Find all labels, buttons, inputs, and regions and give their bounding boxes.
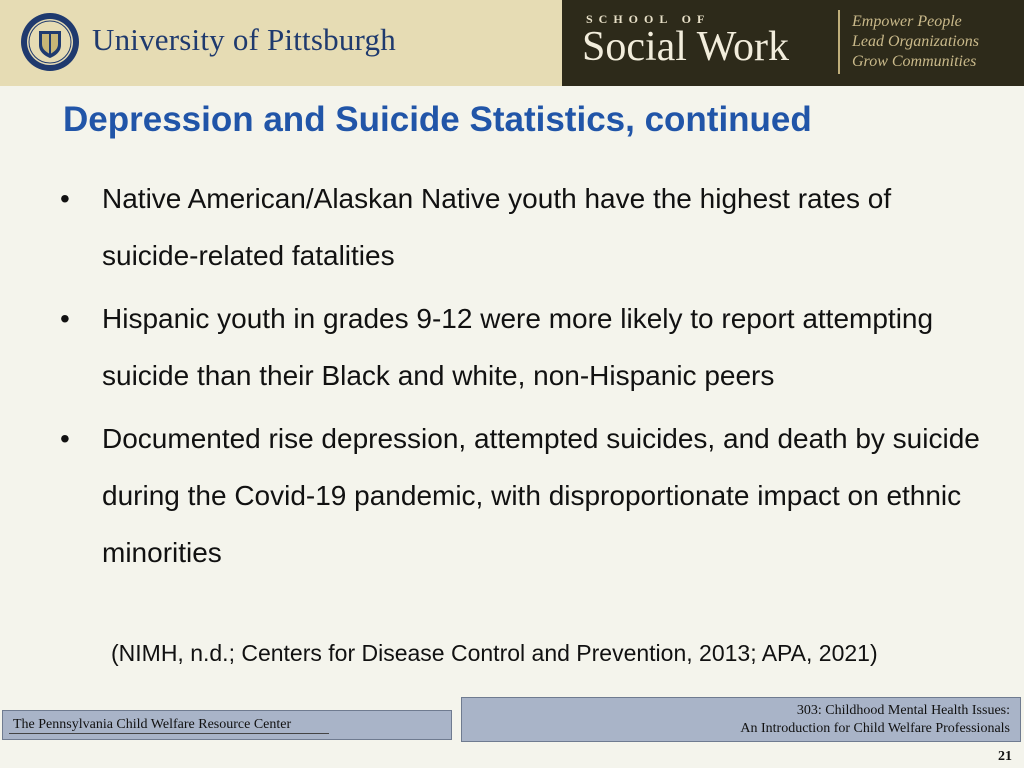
footer-course-line-2: An Introduction for Child Welfare Professionals [740, 721, 1010, 736]
bullet-item [60, 290, 980, 404]
bullet-icon: • [60, 303, 70, 334]
page-number: 21 [998, 749, 1012, 764]
school-of-label: SCHOOL OF [586, 12, 711, 26]
university-seal-icon [20, 11, 80, 73]
footer-course-box [461, 697, 1021, 742]
pitt-logo-area [0, 0, 562, 86]
bullet-item [60, 170, 980, 284]
logo-divider [838, 10, 840, 74]
footer-organization: The Pennsylvania Child Welfare Resource Center [13, 717, 292, 732]
bullet-item [60, 410, 980, 581]
bullet-text: Hispanic youth in grades 9-12 were more likely to report attempting suicide than their Black and white, non-Hispanic peers [102, 303, 934, 391]
bullet-list [60, 170, 980, 587]
social-work-label: Social Work [582, 24, 789, 70]
footer-underline [9, 733, 329, 734]
bullet-icon: • [60, 183, 70, 214]
tagline-line-1: Empower People [852, 13, 962, 30]
tagline [852, 12, 979, 72]
slide-title: Depression and Suicide Statistics, continued [63, 100, 812, 139]
university-name: University of Pittsburgh [92, 22, 396, 57]
school-of-social-work-logo [562, 0, 1024, 86]
tagline-line-3: Grow Communities [852, 53, 977, 70]
bullet-icon: • [60, 423, 70, 454]
footer-organization-box [2, 710, 452, 740]
bullet-text: Documented rise depression, attempted suicides, and death by suicide during the Covid-19 pandemic, with disproportionate impact on ethnic minorities [102, 423, 980, 568]
footer-course-line-1: 303: Childhood Mental Health Issues: [796, 703, 1010, 718]
tagline-line-2: Lead Organizations [852, 33, 979, 50]
header-banner [0, 0, 1024, 86]
citation: (NIMH, n.d.; Centers for Disease Control and Prevention, 2013; APA, 2021) [111, 640, 878, 666]
bullet-text: Native American/Alaskan Native youth have the highest rates of suicide-related fatalities [102, 183, 892, 271]
